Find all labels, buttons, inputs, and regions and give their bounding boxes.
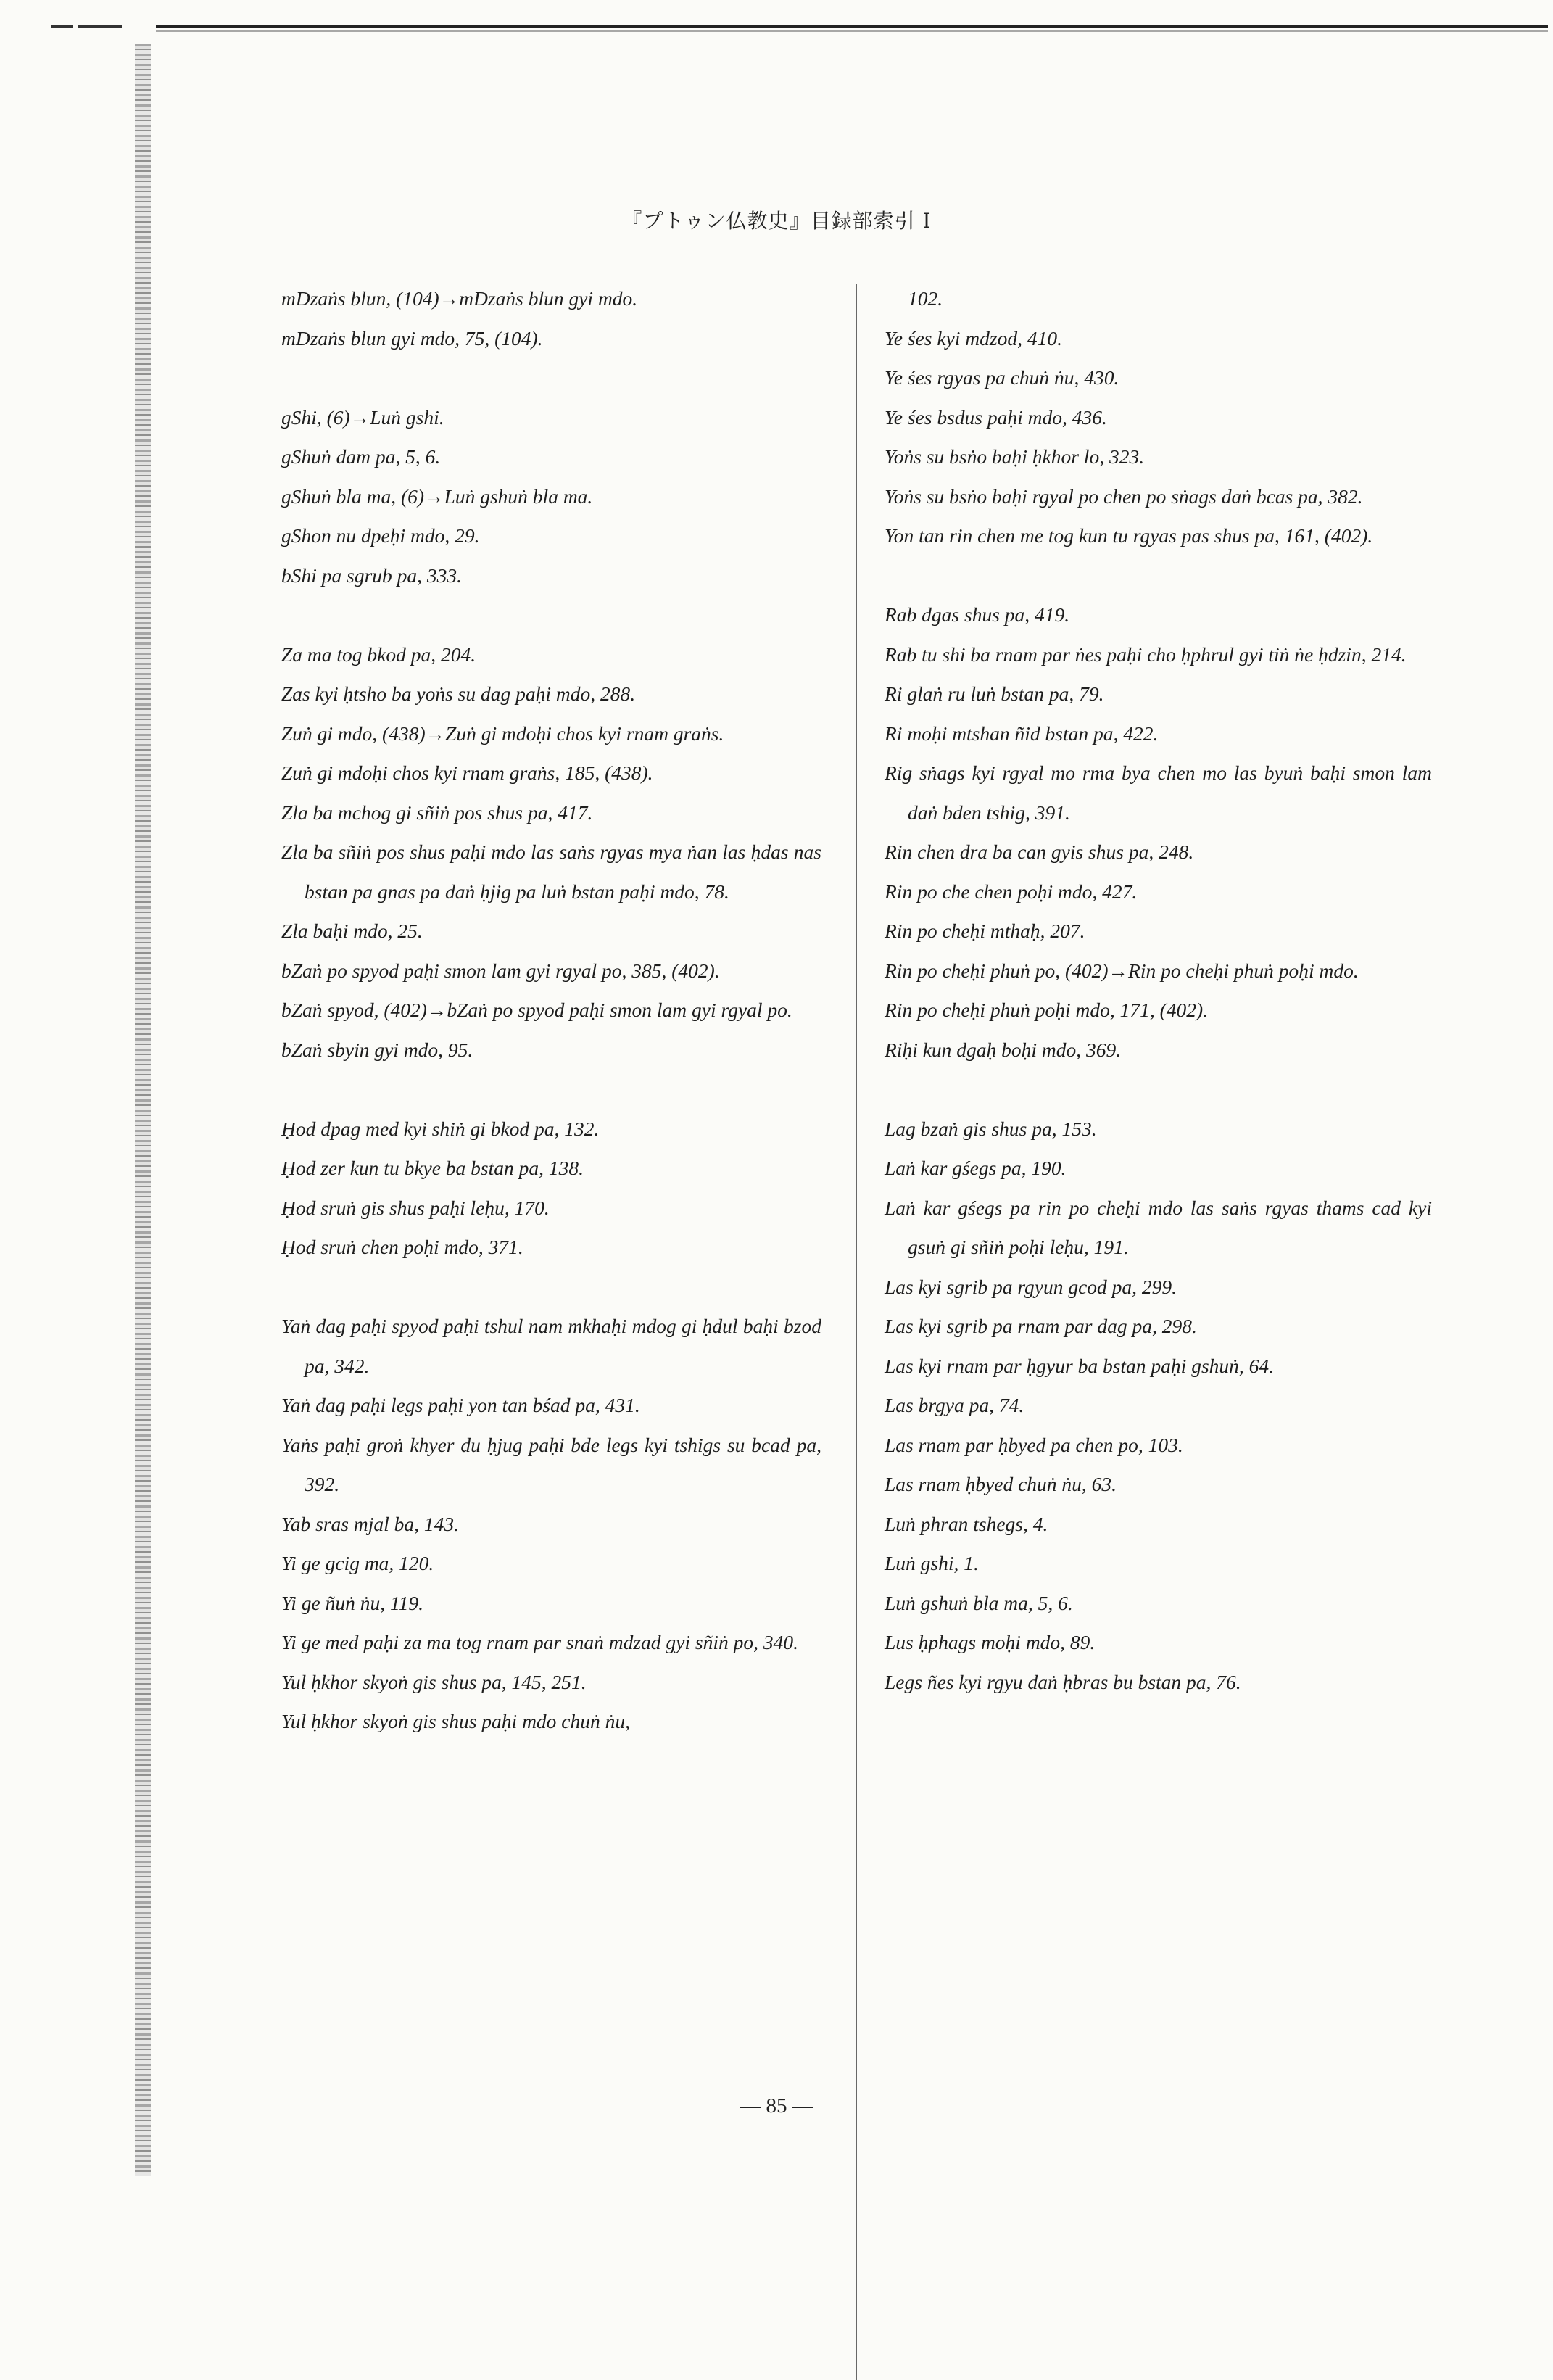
index-entry: Yaṅs paḥi groṅ khyer du ḥjug paḥi bde legs kyi tshigs su bcad pa, 392. [281,1433,821,1495]
section-gap [281,1070,821,1110]
index-entry: gShuṅ dam pa, 5, 6. [281,445,441,468]
index-entry: Yul ḥkhor skyoṅ gis shus pa, 145, 251. [281,1670,587,1693]
index-entry: Yab sras mjal ba, 143. [281,1512,460,1535]
index-entry: Zuṅ gi mdo, (438)→Zuṅ gi mdoḥi chos kyi rnam graṅs. [281,722,724,745]
index-entry: gShon nu dpeḥi mdo, 29. [281,524,480,547]
column-divider [856,284,857,2380]
index-entry: Las rnam ḥbyed chuṅ ṅu, 63. [885,1473,1117,1495]
index-entry: Zla baḥi mdo, 25. [281,920,423,942]
index-entry: Yi ge ñuṅ ṅu, 119. [281,1591,424,1614]
index-entry: Rab dgas shus pa, 419. [885,603,1070,626]
index-entry: Zla ba mchog gi sñiṅ pos shus pa, 417. [281,801,593,824]
section-gap [281,358,821,398]
index-entry: Laṅ kar gśegs pa, 190. [885,1157,1067,1179]
section-gap [281,1268,821,1307]
index-entry: Rin po cheḥi phuṅ poḥi mdo, 171, (402). [885,999,1209,1021]
index-entry: Ḥod sruṅ chen poḥi mdo, 371. [281,1236,523,1258]
binding-edge [135,44,151,2176]
index-entry: Yoṅs su bsṅo baḥi ḥkhor lo, 323. [885,445,1145,468]
running-header: 『プトゥン仏教史』目録部索引 I [621,209,932,233]
top-rule-shadow [156,30,1548,32]
index-column-left [281,279,821,1742]
header-dash [51,25,73,28]
index-entry: Ye śes bsdus paḥi mdo, 436. [885,405,1107,429]
index-entry: bShi pa sgrub pa, 333. [281,563,463,587]
index-entry: Yi ge med paḥi za ma tog rnam par snaṅ mdzad gyi sñiṅ po, 340. [281,1631,798,1653]
index-entry: mDzaṅs blun gyi mdo, 75, (104). [281,326,543,350]
top-rule [156,25,1548,28]
index-entry: Riḥi kun dgaḥ boḥi mdo, 369. [885,1038,1122,1061]
index-entry: Rab tu shi ba rnam par ṅes paḥi cho ḥphrul gyi tiṅ ṅe ḥdzin, 214. [885,642,1407,666]
index-entry: Ri glaṅ ru luṅ bstan pa, 79. [885,682,1104,705]
index-entry: Yoṅs su bsṅo baḥi rgyal po chen po sṅags daṅ bcas pa, 382. [885,484,1363,508]
index-entry: Las rnam par ḥbyed pa chen po, 103. [885,1433,1183,1456]
index-entry: Ye śes rgyas pa chuṅ ṅu, 430. [885,366,1119,389]
index-entry: Ye śes kyi mdzod, 410. [885,326,1062,350]
index-entry: Yon tan rin chen me tog kun tu rgyas pas shus pa, 161, (402). [885,524,1373,547]
index-entry: Legs ñes kyi rgyu daṅ ḥbras bu bstan pa, 76. [885,1670,1241,1693]
index-entry: Las kyi sgrib pa rnam par dag pa, 298. [885,1315,1197,1337]
index-entry: Ḥod zer kun tu bkye ba bstan pa, 138. [281,1157,584,1179]
section-gap [885,556,1432,596]
index-entry: Las kyi sgrib pa rgyun gcod pa, 299. [885,1275,1177,1298]
index-entry: Ḥod dpag med kyi shiṅ gi bkod pa, 132. [281,1117,600,1140]
index-entry: bZaṅ po spyod paḥi smon lam gyi rgyal po, 385, (402). [281,959,720,982]
index-entry: Ri moḥi mtshan ñid bstan pa, 422. [885,722,1159,745]
index-entry: Laṅ kar gśegs pa rin po cheḥi mdo las saṅs rgyas thams cad kyi gsuṅ gi sñiṅ poḥi leḥu, 191. [885,1196,1432,1258]
index-entry: Lag bzaṅ gis shus pa, 153. [885,1117,1097,1140]
index-entry: bZaṅ spyod, (402)→bZaṅ po spyod paḥi smon lam gyi rgyal po. [281,999,792,1021]
index-entry: Luṅ phran tshegs, 4. [885,1512,1048,1535]
index-entry: Rin po cheḥi mthaḥ, 207. [885,920,1085,942]
section-gap [885,1070,1432,1110]
index-entry: Zas kyi ḥtsho ba yoṅs su dag paḥi mdo, 288. [281,682,636,705]
index-column-right [885,279,1432,1702]
index-entry: Luṅ gshuṅ bla ma, 5, 6. [885,1591,1073,1614]
index-entry: Luṅ gshi, 1. [885,1552,979,1574]
index-entry: Zla ba sñiṅ pos shus paḥi mdo las saṅs rgyas mya ṅan las ḥdas nas bstan pa gnas pa daṅ ḥjig pa luṅ bstan paḥi mdo, 78. [281,840,821,903]
index-entry: Rin po cheḥi phuṅ po, (402)→Rin po cheḥi phuṅ poḥi mdo. [885,959,1359,982]
index-entry: Za ma tog bkod pa, 204. [281,642,476,666]
index-entry: mDzaṅs blun, (104)→mDzaṅs blun gyi mdo. [281,287,638,310]
index-entry: Yaṅ dag paḥi legs paḥi yon tan bśad pa, 431. [281,1394,640,1416]
header-dash [78,25,122,28]
index-entry: Rig sṅags kyi rgyal mo rma bya chen mo las byuṅ baḥi smon lam daṅ bden tshig, 391. [885,761,1432,824]
index-entry: Zuṅ gi mdoḥi chos kyi rnam graṅs, 185, (438). [281,761,653,784]
index-entry: Yaṅ dag paḥi spyod paḥi tshul nam mkhaḥi mdog gi ḥdul baḥi bzod pa, 342. [281,1315,821,1377]
index-entry: Rin chen dra ba can gyis shus pa, 248. [885,840,1194,863]
page-number: — 85 — [740,2094,813,2117]
index-entry: Las brgya pa, 74. [885,1394,1024,1416]
index-entry: Ḥod sruṅ gis shus paḥi leḥu, 170. [281,1196,550,1219]
index-entry-continuation: 102. [908,287,943,310]
index-entry: Las kyi rnam par ḥgyur ba bstan paḥi gshuṅ, 64. [885,1354,1275,1377]
index-entry: Yi ge gcig ma, 120. [281,1552,434,1574]
index-entry: gShi, (6)→Luṅ gshi. [281,405,444,429]
index-entry: Yul ḥkhor skyoṅ gis shus paḥi mdo chuṅ ṅu, [281,1710,631,1732]
index-entry: gShuṅ bla ma, (6)→Luṅ gshuṅ bla ma. [281,484,593,508]
index-entry: Rin po che chen poḥi mdo, 427. [885,880,1138,903]
section-gap [281,595,821,635]
index-entry: bZaṅ sbyin gyi mdo, 95. [281,1038,473,1061]
index-entry: Lus ḥphags moḥi mdo, 89. [885,1631,1096,1653]
